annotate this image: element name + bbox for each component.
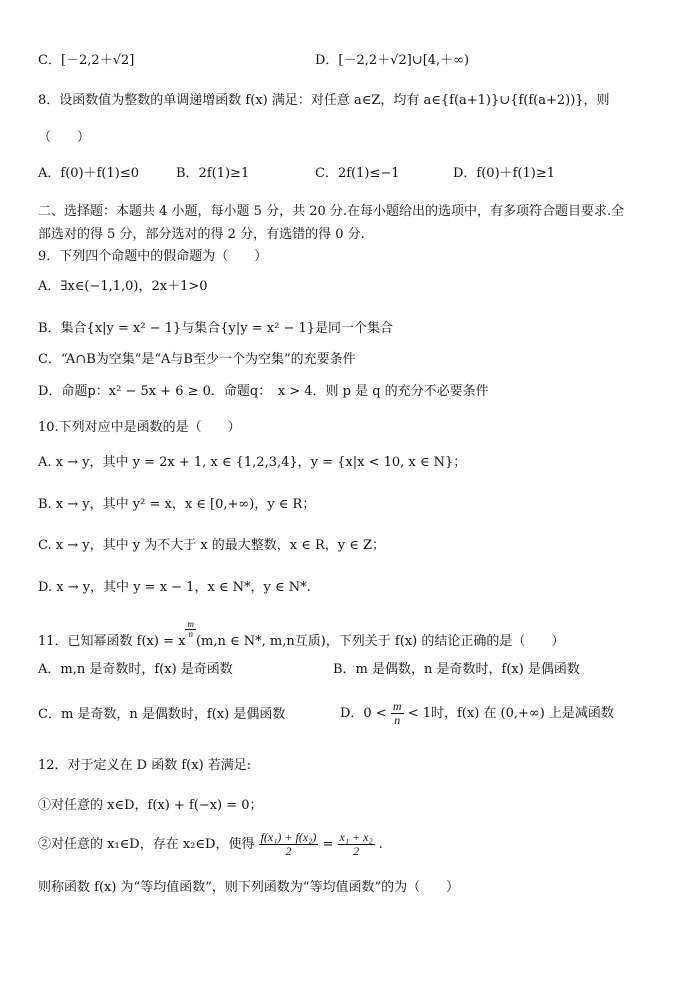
q12-condition-1: ①对任意的 x∈D，f(x) + f(−x) = 0；	[38, 798, 263, 813]
q12-fraction-left-numerator: f(x₁) + f(x₂)	[260, 830, 317, 844]
q12-final-question: 则称函数 f(x) 为“等均值函数”，则下列函数为“等均值函数”的为（ ）	[38, 880, 460, 895]
q11-option-c: C．m 是奇数，n 是偶数时，f(x) 是偶函数	[38, 707, 286, 722]
q12-fraction-right-denominator: 2	[353, 844, 360, 858]
q11-exponent-denominator: n	[188, 629, 193, 639]
section2-instructions-line2: 部选对的得 5 分，部分选对的得 2 分，有选错的得 0 分.	[38, 227, 365, 242]
q10-stem: 10.下列对应中是函数的是（ ）	[38, 420, 241, 435]
q11-option-d-numerator: m	[392, 699, 402, 713]
q11-stem-prefix: 11．已知幂函数 f(x) = x	[38, 634, 186, 649]
q11-option-a: A．m,n 是奇数时，f(x) 是奇函数	[38, 662, 233, 677]
q9-option-c: C．“A∩B为空集”是“A与B至少一个为空集”的充要条件	[38, 352, 356, 367]
q12-stem: 12．对于定义在 D 函数 f(x) 若满足:	[38, 758, 252, 773]
q12-condition-2	[38, 828, 383, 862]
q11-stem	[38, 620, 564, 651]
q10-option-c: C. x → y，其中 y 为不大于 x 的最大整数，x ∈ R，y ∈ Z；	[38, 538, 386, 553]
section2-instructions-line1: 二、选择题：本题共 4 小题，每小题 5 分，共 20 分.在每小题给出的选项中，有多项符合题目要求.全	[38, 204, 625, 219]
q8-stem: 8．设函数值为整数的单调递增函数 f(x) 满足：对任意 a∈Z，均有 a∈{f(a+1)}∪{f(f(a+2))}，则	[38, 93, 610, 108]
q9-option-a: A．∃x∈(−1,1,0)，2x＋1>0	[38, 279, 208, 294]
q8-option-b: B．2f(1)≥1	[176, 166, 250, 181]
q11-option-d-prefix: D．0 <	[340, 706, 387, 721]
q8-option-a: A．f(0)＋f(1)≤0	[38, 166, 140, 181]
q12-condition-2-period: .	[378, 837, 383, 852]
q8-answer-paren: （ ）	[38, 130, 91, 145]
q7-option-c: C．[－2,2＋√2]	[38, 53, 135, 68]
q12-condition-2-fraction-right	[338, 831, 375, 858]
q8-option-d: D．f(0)＋f(1)≥1	[453, 166, 556, 181]
q12-condition-2-prefix: ②对任意的 x₁∈D，存在 x₂∈D，使得	[38, 837, 255, 852]
q12-fraction-right-numerator: x₁ + x₂	[339, 830, 373, 844]
q9-option-b: B．集合{x|y = x² − 1}与集合{y|y = x² − 1}是同一个集合	[38, 321, 394, 336]
q11-option-d	[340, 697, 614, 731]
q7-option-d: D．[－2,2＋√2]∪[4,＋∞)	[315, 53, 470, 68]
q9-stem: 9．下列四个命题中的假命题为（ ）	[38, 249, 268, 264]
q9-option-d: D．命题p：x² − 5x + 6 ≥ 0．命题q： x > 4．则 p 是 q 的充分不必要条件	[38, 384, 489, 399]
q12-condition-2-equals: =	[322, 837, 334, 852]
q11-option-d-denominator: n	[394, 713, 401, 727]
q11-option-b: B．m 是偶数，n 是奇数时，f(x) 是偶函数	[333, 662, 580, 677]
q10-option-d: D. x → y，其中 y = x − 1，x ∈ N*，y ∈ N*.	[38, 580, 311, 595]
q10-option-b: B. x → y，其中 y² = x，x ∈ [0,+∞)，y ∈ R；	[38, 497, 316, 512]
q8-option-c: C．2f(1)≤−1	[315, 166, 400, 181]
q11-option-d-suffix: < 1时，f(x) 在 (0,+∞) 上是减函数	[407, 706, 614, 721]
q11-exponent	[185, 620, 196, 639]
q12-fraction-left-denominator: 2	[285, 844, 292, 858]
q11-exponent-numerator: m	[187, 619, 194, 629]
q11-option-d-fraction	[391, 700, 404, 727]
q12-condition-2-fraction-left	[259, 831, 319, 858]
q11-stem-suffix: (m,n ∈ N*, m,n互质)，下列关于 f(x) 的结论正确的是（ ）	[195, 634, 565, 649]
q10-option-a: A. x → y，其中 y = 2x + 1, x ∈ {1,2,3,4}，y = {x|x < 10, x ∈ N}；	[38, 455, 467, 470]
